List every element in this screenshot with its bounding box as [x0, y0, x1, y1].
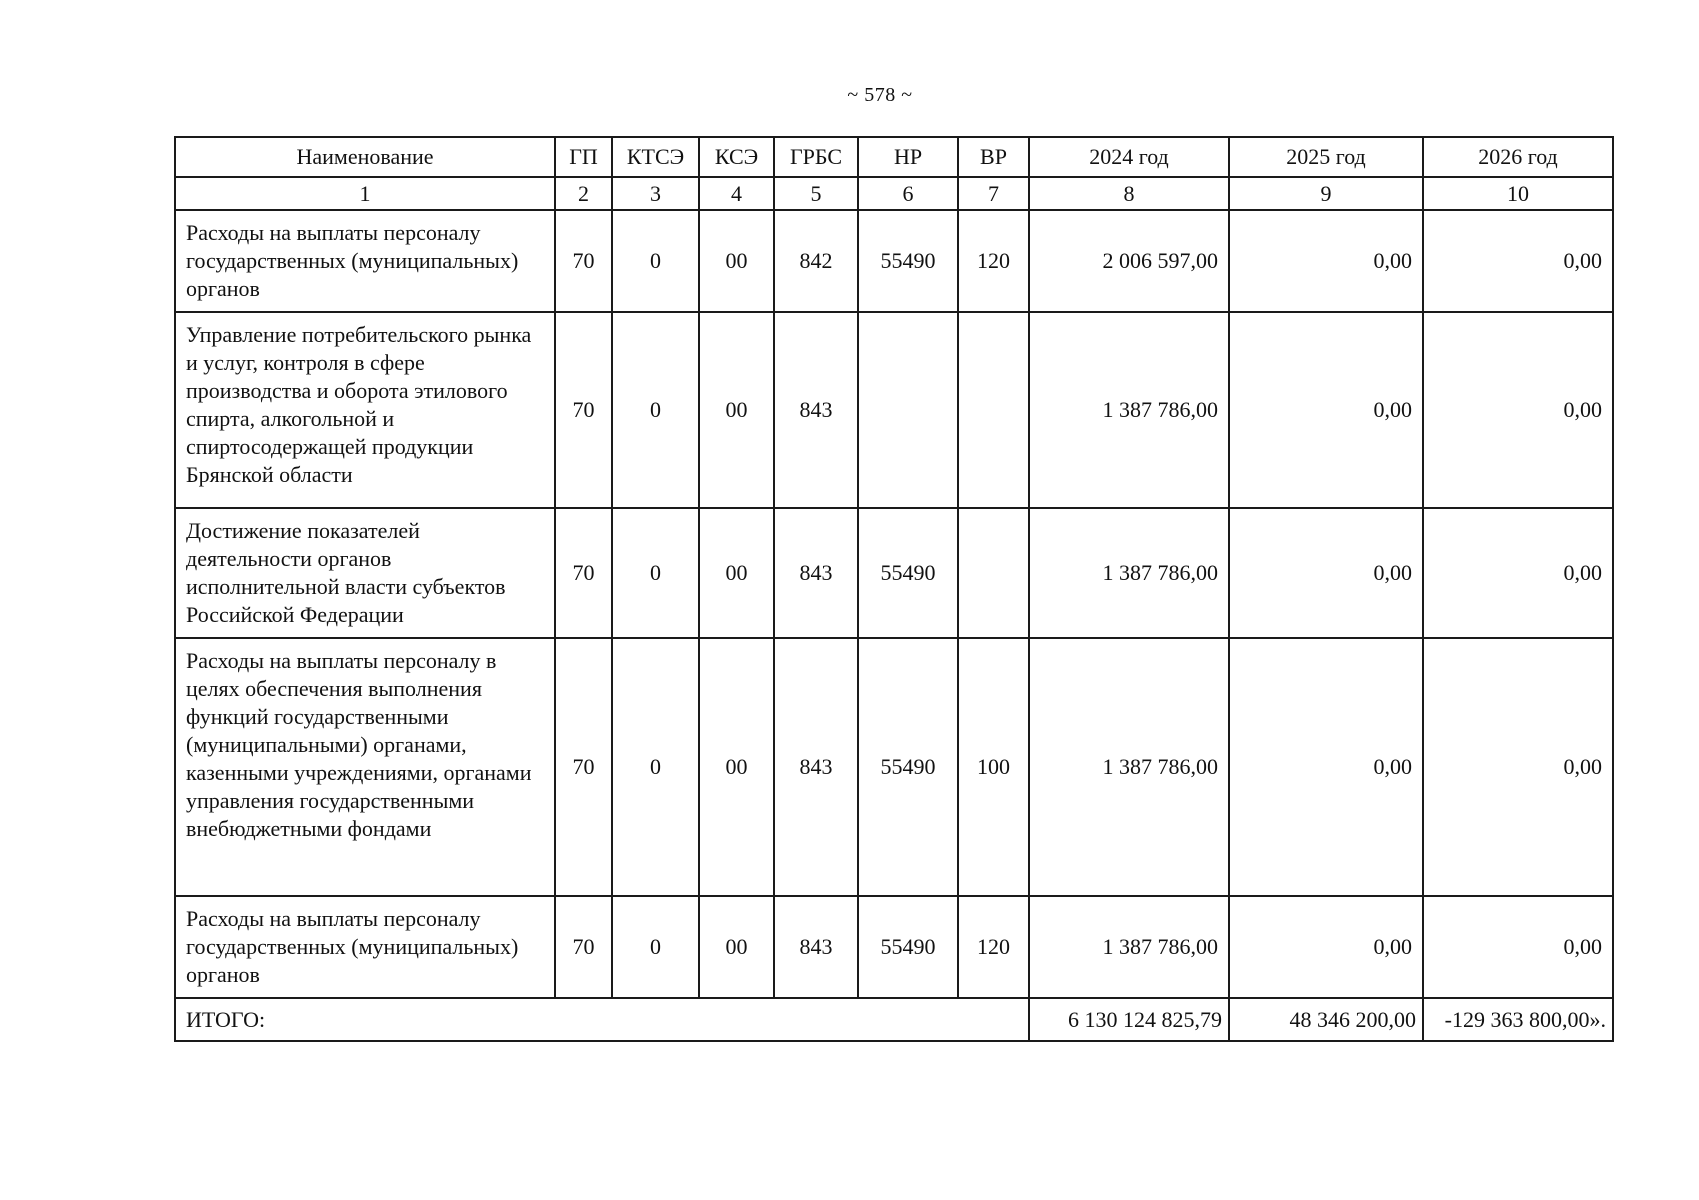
row-nr: 55490	[858, 508, 958, 638]
page-number: ~ 578 ~	[847, 84, 913, 106]
row-name: Управление потребительского рынка и услуг, контроля в сфере производства и оборота этилового спирта, алкогольной и спиртосодержащей продукции Брянской области	[175, 312, 555, 508]
total-2024: 6 130 124 825,79	[1029, 998, 1229, 1041]
column-number: 4	[699, 177, 774, 210]
row-name: Расходы на выплаты персоналу государственных (муниципальных) органов	[175, 896, 555, 998]
row-nr: 55490	[858, 896, 958, 998]
budget-table	[174, 136, 1614, 1042]
row-name: Достижение показателей деятельности органов исполнительной власти субъектов Российской Федерации	[175, 508, 555, 638]
row-2024: 2 006 597,00	[1029, 210, 1229, 312]
column-number: 10	[1423, 177, 1613, 210]
header-2024: 2024 год	[1029, 137, 1229, 177]
row-gp: 70	[555, 312, 612, 508]
row-vr: 120	[958, 210, 1029, 312]
row-name: Расходы на выплаты персоналу в целях обеспечения выполнения функций государственными (муниципальными) органами, казенными учреждениями, органами управления государственными внебюджетными фондами	[175, 638, 555, 896]
total-2025: 48 346 200,00	[1229, 998, 1423, 1041]
header-nr: НР	[858, 137, 958, 177]
header-2026: 2026 год	[1423, 137, 1613, 177]
table-row	[175, 312, 1613, 508]
row-grbs: 843	[774, 638, 858, 896]
row-2025: 0,00	[1229, 638, 1423, 896]
table-row	[175, 638, 1613, 896]
header-grbs: ГРБС	[774, 137, 858, 177]
column-number: 3	[612, 177, 699, 210]
header-2025: 2025 год	[1229, 137, 1423, 177]
row-ktse: 0	[612, 508, 699, 638]
header-kse: КСЭ	[699, 137, 774, 177]
table-row	[175, 508, 1613, 638]
row-2026: 0,00	[1423, 312, 1613, 508]
row-nr	[858, 312, 958, 508]
row-ktse: 0	[612, 896, 699, 998]
row-ktse: 0	[612, 312, 699, 508]
header-vr: ВР	[958, 137, 1029, 177]
column-number: 5	[774, 177, 858, 210]
row-vr: 120	[958, 896, 1029, 998]
row-vr	[958, 312, 1029, 508]
row-nr: 55490	[858, 210, 958, 312]
row-gp: 70	[555, 508, 612, 638]
header-name: Наименование	[175, 137, 555, 177]
row-vr	[958, 508, 1029, 638]
row-2026: 0,00	[1423, 210, 1613, 312]
row-2025: 0,00	[1229, 896, 1423, 998]
header-ktse: КТСЭ	[612, 137, 699, 177]
row-2025: 0,00	[1229, 210, 1423, 312]
row-kse: 00	[699, 638, 774, 896]
row-2026: 0,00	[1423, 508, 1613, 638]
column-number: 1	[175, 177, 555, 210]
column-number: 7	[958, 177, 1029, 210]
total-row	[175, 998, 1613, 1041]
row-gp: 70	[555, 210, 612, 312]
row-nr: 55490	[858, 638, 958, 896]
table-row	[175, 896, 1613, 998]
row-grbs: 843	[774, 896, 858, 998]
row-grbs: 843	[774, 312, 858, 508]
row-2024: 1 387 786,00	[1029, 508, 1229, 638]
column-number: 9	[1229, 177, 1423, 210]
row-2025: 0,00	[1229, 508, 1423, 638]
row-kse: 00	[699, 210, 774, 312]
row-ktse: 0	[612, 638, 699, 896]
column-number: 8	[1029, 177, 1229, 210]
row-gp: 70	[555, 638, 612, 896]
column-number: 2	[555, 177, 612, 210]
row-vr: 100	[958, 638, 1029, 896]
row-2024: 1 387 786,00	[1029, 896, 1229, 998]
row-grbs: 843	[774, 508, 858, 638]
total-label: ИТОГО:	[175, 998, 1029, 1041]
column-number: 6	[858, 177, 958, 210]
total-2026: -129 363 800,00».	[1423, 998, 1613, 1041]
row-kse: 00	[699, 896, 774, 998]
row-name: Расходы на выплаты персоналу государственных (муниципальных) органов	[175, 210, 555, 312]
row-2025: 0,00	[1229, 312, 1423, 508]
row-grbs: 842	[774, 210, 858, 312]
header-row	[175, 137, 1613, 177]
row-gp: 70	[555, 896, 612, 998]
row-2024: 1 387 786,00	[1029, 312, 1229, 508]
row-2026: 0,00	[1423, 638, 1613, 896]
row-kse: 00	[699, 508, 774, 638]
table-row	[175, 210, 1613, 312]
row-ktse: 0	[612, 210, 699, 312]
column-number-row	[175, 177, 1613, 210]
header-gp: ГП	[555, 137, 612, 177]
row-2024: 1 387 786,00	[1029, 638, 1229, 896]
row-2026: 0,00	[1423, 896, 1613, 998]
row-kse: 00	[699, 312, 774, 508]
